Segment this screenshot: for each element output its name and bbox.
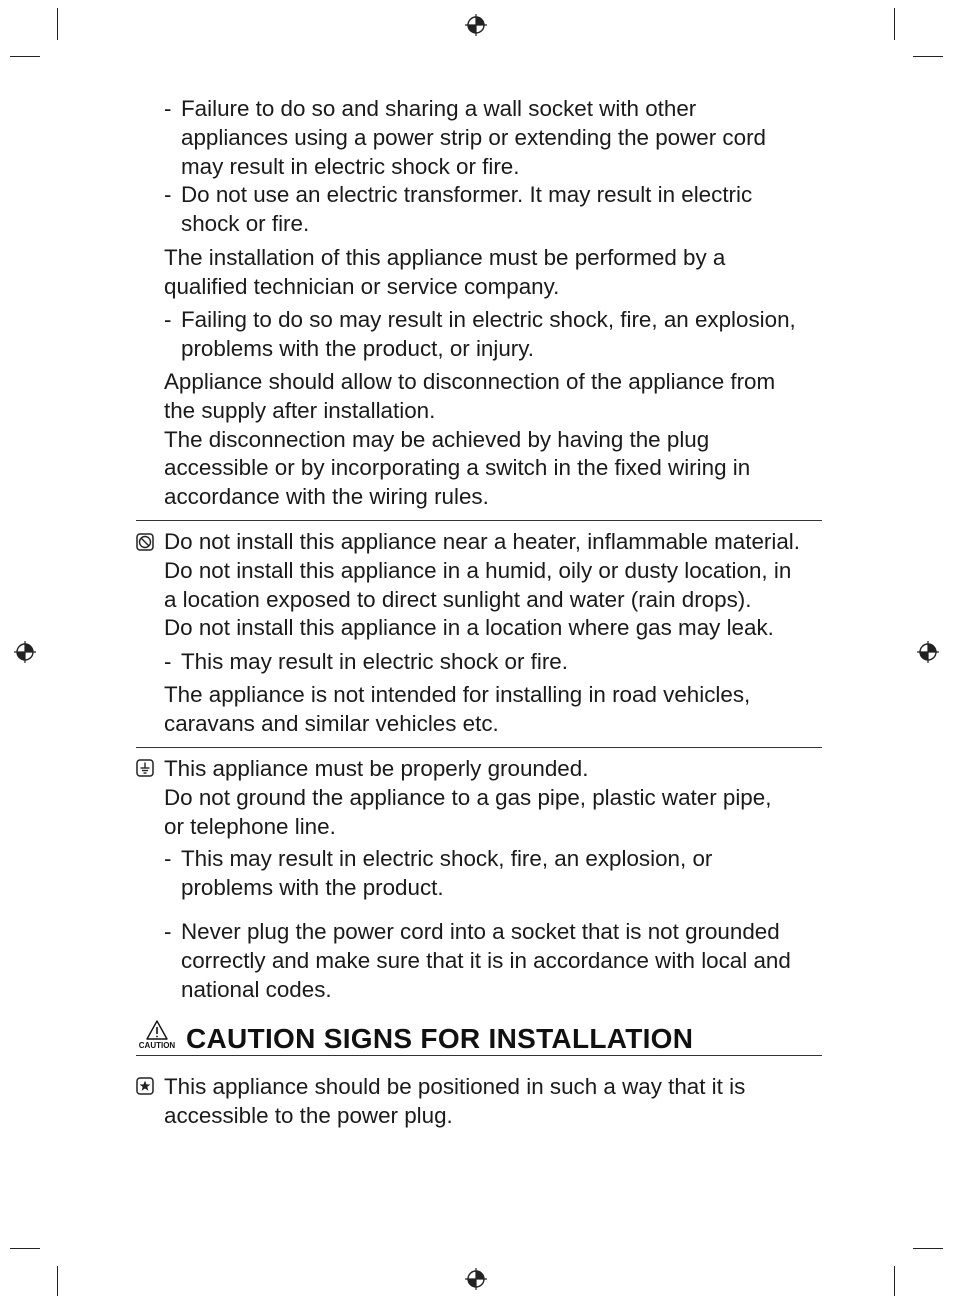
text-line: This may result in electric shock or fire. (181, 649, 568, 674)
text-line: national codes. (181, 976, 332, 1002)
crop-mark-top-left-v (57, 8, 58, 40)
crop-mark-bottom-right-h (913, 1248, 943, 1249)
paragraph-installation-technician (164, 244, 725, 302)
text-line: This appliance should be positioned in such a way that it is (164, 1074, 746, 1099)
text-line: a location exposed to direct sunlight and water (rain drops). (164, 586, 752, 612)
section-divider (136, 747, 822, 748)
registration-mark-icon (917, 641, 939, 663)
paragraph-install-location (164, 528, 800, 643)
text-line: The appliance is not intended for installing in road vehicles, (164, 682, 751, 707)
text-line: or telephone line. (164, 813, 336, 839)
crop-mark-bottom-left-v (57, 1266, 58, 1296)
text-line: Failing to do so may result in electric shock, fire, an explosion, (181, 307, 796, 332)
crop-mark-top-right-h (913, 56, 943, 57)
text-line: correctly and make sure that it is in accordance with local and (181, 947, 791, 973)
text-line: caravans and similar vehicles etc. (164, 710, 499, 736)
text-line: This may result in electric shock, fire, an explosion, or (181, 846, 713, 871)
text-line: Do not install this appliance in a humid, oily or dusty location, in (164, 557, 792, 583)
bullet-dash: - (164, 649, 172, 674)
text-line: may result in electric shock or fire. (181, 153, 520, 179)
text-line: Do not install this appliance in a location where gas may leak. (164, 615, 774, 641)
paragraph-power-plug-access (164, 1073, 745, 1131)
bullet-dash: - (164, 96, 172, 121)
crop-mark-bottom-left-h (10, 1248, 40, 1249)
crop-mark-top-left-h (10, 56, 40, 57)
caution-icon-label: CAUTION (138, 1041, 176, 1050)
ground-symbol-icon (136, 759, 154, 777)
text-line: accessible or by incorporating a switch in the fixed wiring in (164, 455, 751, 481)
bullet-dash: - (164, 182, 172, 207)
text-line: The disconnection may be achieved by having the plug (164, 426, 710, 452)
text-line: problems with the product, or injury. (181, 335, 535, 361)
text-line: Failure to do so and sharing a wall socket with other (181, 96, 697, 121)
text-line: Never plug the power cord into a socket that is not grounded (181, 919, 780, 944)
text-line: problems with the product. (181, 874, 444, 900)
bullet-dash: - (164, 919, 172, 944)
text-line: qualified technician or service company. (164, 273, 560, 299)
paragraph-road-vehicles (164, 681, 750, 739)
registration-mark-icon (465, 1268, 487, 1290)
heading-underline (136, 1055, 822, 1056)
text-line: The installation of this appliance must be performed by a (164, 245, 726, 270)
paragraph-grounding (164, 755, 771, 841)
text-line: shock or fire. (181, 210, 310, 236)
paragraph-disconnection (164, 368, 775, 512)
crop-mark-bottom-right-v (894, 1266, 895, 1296)
text-line: Do not use an electric transformer. It may result in electric (181, 182, 753, 207)
text-line: This appliance must be properly grounded. (164, 756, 589, 781)
text-line: Do not install this appliance near a heater, inflammable material. (164, 529, 800, 554)
text-line: the supply after installation. (164, 397, 436, 423)
text-line: Do not ground the appliance to a gas pipe, plastic water pipe, (164, 784, 772, 810)
section-heading: CAUTION SIGNS FOR INSTALLATION (186, 1023, 694, 1054)
bullet-dash: - (164, 307, 172, 332)
crop-mark-top-right-v (894, 8, 895, 40)
text-line: appliances using a power strip or extending the power cord (181, 124, 766, 150)
text-line: Appliance should allow to disconnection of the appliance from (164, 369, 776, 394)
section-divider (136, 520, 822, 521)
text-line: accessible to the power plug. (164, 1102, 453, 1128)
prohibited-symbol-icon (136, 533, 154, 551)
bullet-dash: - (164, 846, 172, 871)
star-symbol-icon (136, 1077, 154, 1095)
registration-mark-icon (14, 641, 36, 663)
registration-mark-icon (465, 14, 487, 36)
text-line: accordance with the wiring rules. (164, 484, 489, 510)
